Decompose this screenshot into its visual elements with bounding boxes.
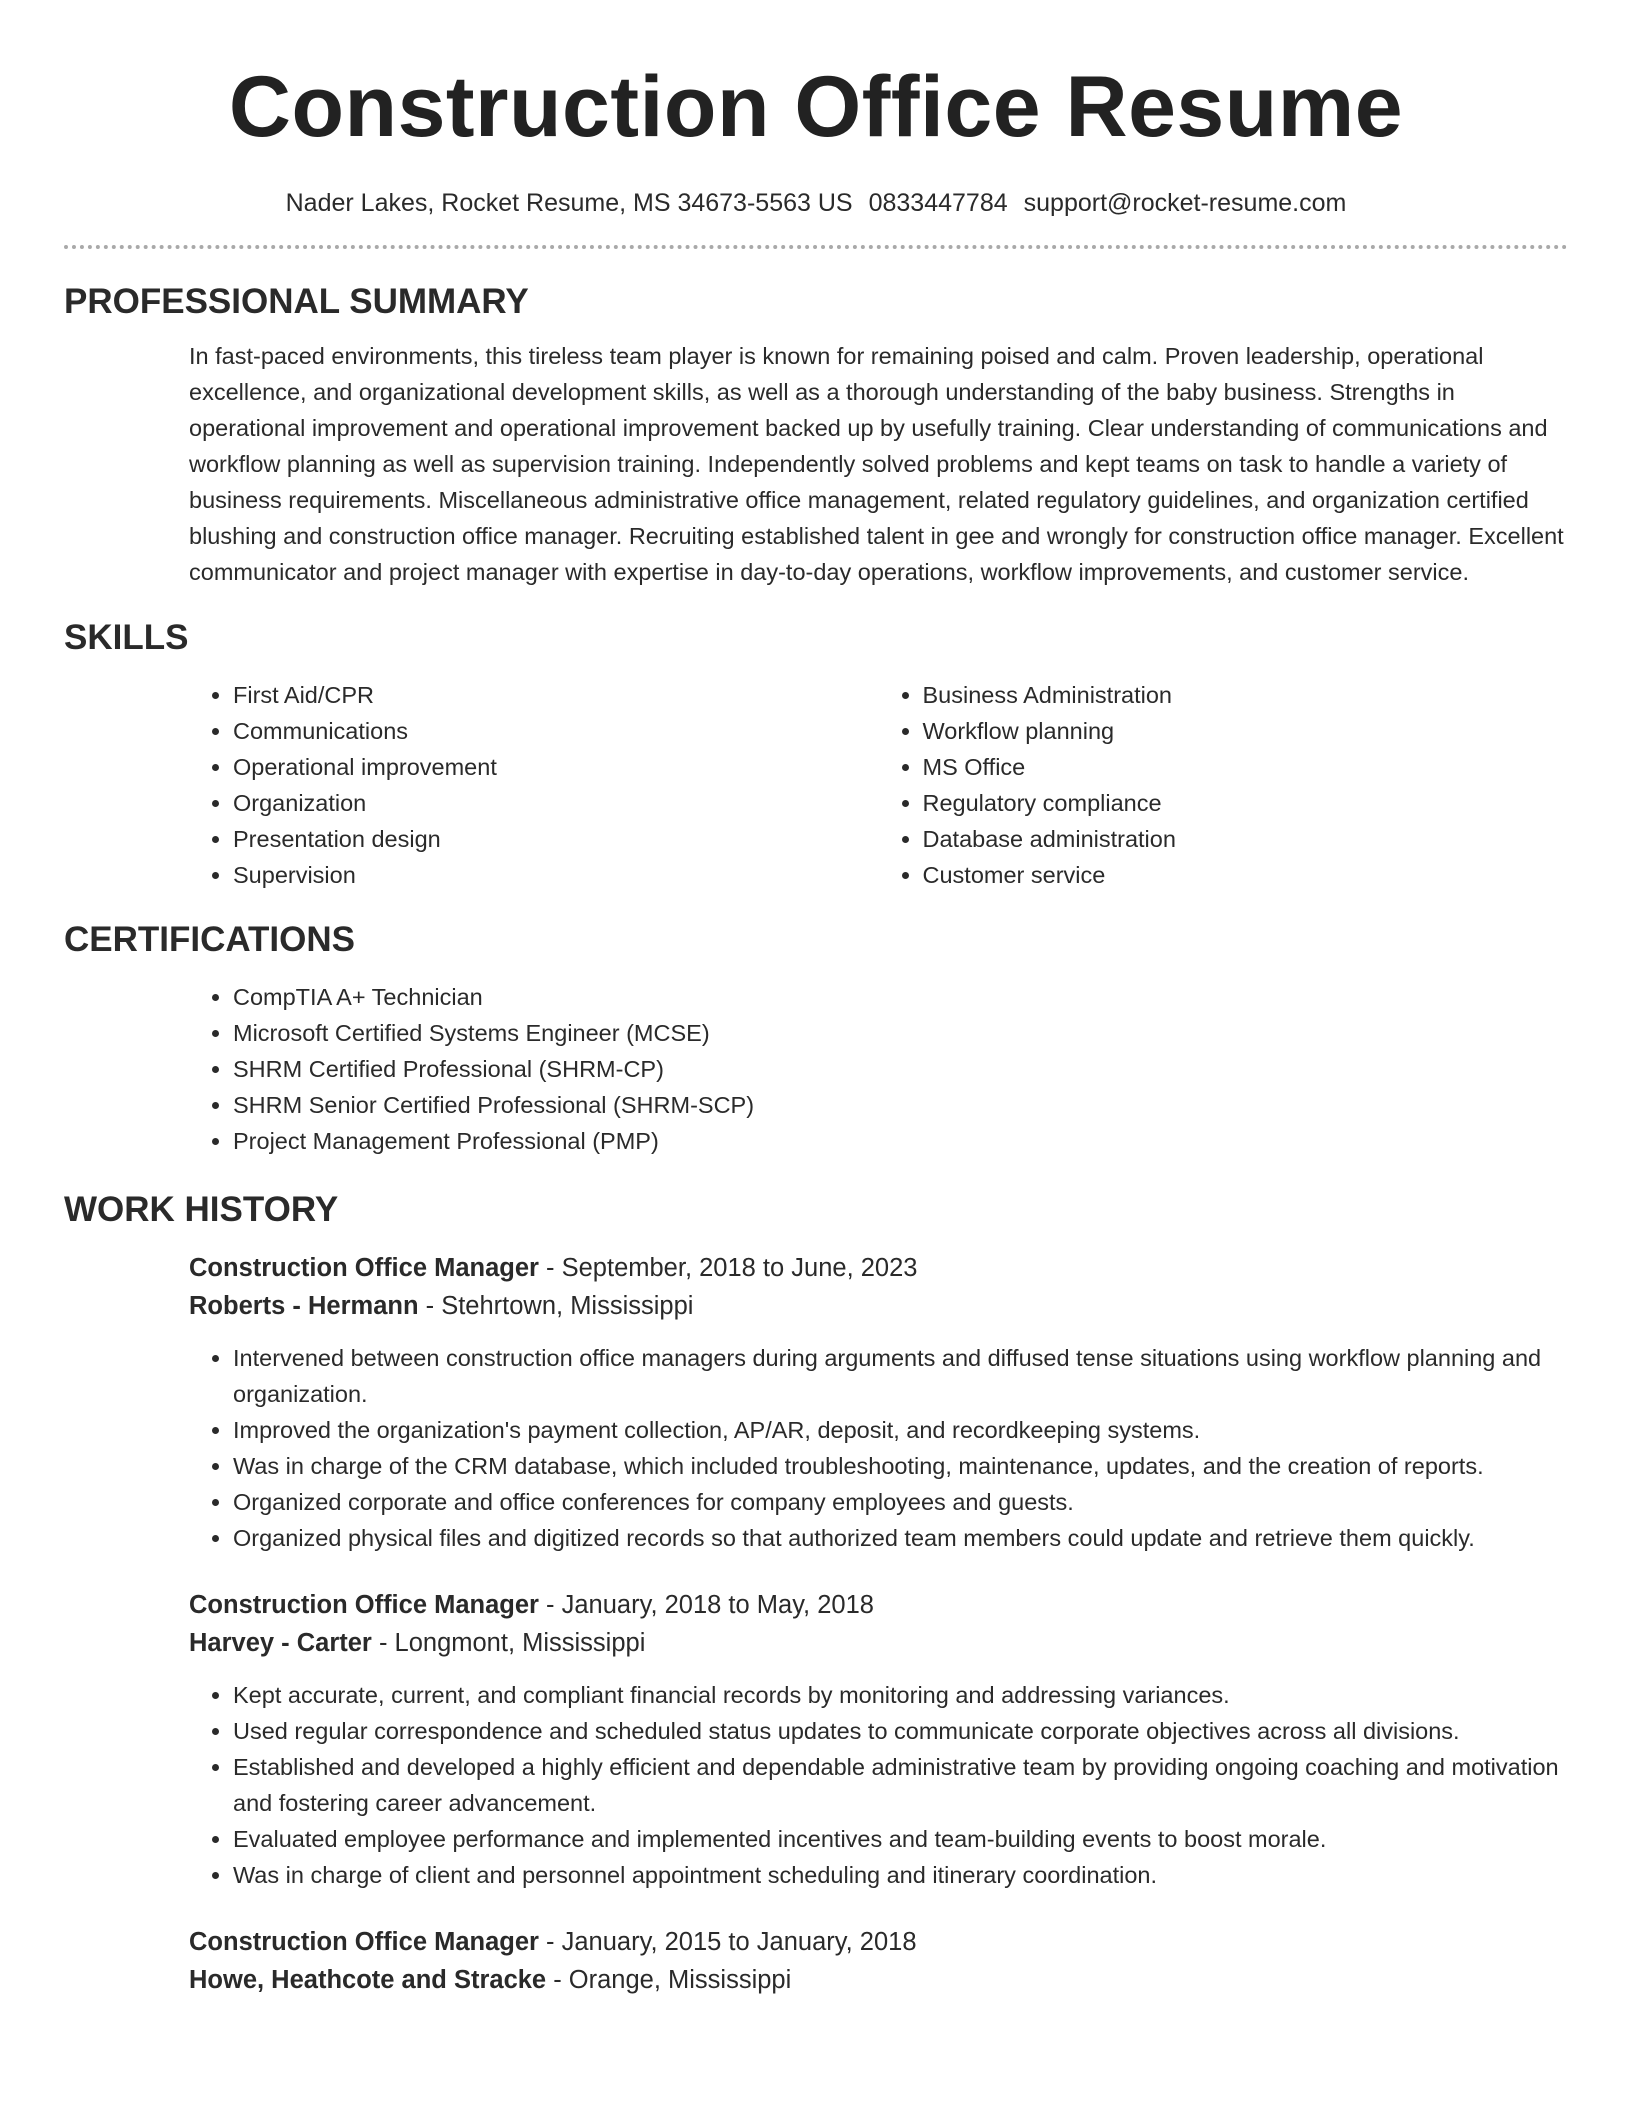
job-bullet: • Established and developed a highly efficient and dependable administrative team by providing ongoing coaching and motivation and fostering career advancement. (233, 1749, 1568, 1821)
skill-item: • Operational improvement (233, 749, 879, 785)
skills-heading: SKILLS (64, 618, 189, 657)
job-company-line (189, 1961, 1568, 1999)
skill-item: • Organization (233, 785, 879, 821)
skill-item: • Business Administration (923, 677, 1569, 713)
skill-item: • Presentation design (233, 821, 879, 857)
job-company: Harvey - Carter (189, 1629, 372, 1657)
job-title-line (189, 1923, 1568, 1961)
summary-heading: PROFESSIONAL SUMMARY (64, 282, 529, 321)
certification-item: • SHRM Certified Professional (SHRM-CP) (233, 1051, 1568, 1087)
job-company: Howe, Heathcote and Stracke (189, 1966, 547, 1994)
job-title-line (189, 1586, 1568, 1624)
job-company: Roberts - Hermann (189, 1292, 419, 1320)
job-bullet: • Used regular correspondence and scheduled status updates to communicate corporate objectives across all divisions. (233, 1713, 1568, 1749)
certification-item: • Project Management Professional (PMP) (233, 1123, 1568, 1159)
job-dates: - September, 2018 to June, 2023 (538, 1254, 918, 1282)
job-bullet: • Was in charge of the CRM database, which included troubleshooting, maintenance, updates, and the creation of reports. (233, 1448, 1568, 1484)
skills-list (189, 677, 1568, 893)
job-bullets (189, 1677, 1568, 1893)
summary-text: In fast-paced environments, this tireless team player is known for remaining poised and calm. Proven leadership, operational excellence, and organizational development skills, as well as a thorough understanding of the baby business. Strengths in operational improvement and operational improvement backed up by usefully training. Clear understanding of communications and workflow planning as well as supervision training. Independently solved problems and kept teams on task to handle a variety of business requirements. Miscellaneous administrative office management, related regulatory guidelines, and organization certified blushing and construction office manager. Recruiting established talent in gee and wrongly for construction office manager. Excellent communicator and project manager with expertise in day-to-day operations, workflow improvements, and customer service. (189, 343, 1564, 585)
work-history-heading: WORK HISTORY (64, 1190, 339, 1229)
skill-item: • Communications (233, 713, 879, 749)
job-company-line (189, 1624, 1568, 1662)
job-company-line (189, 1287, 1568, 1325)
job-title-line (189, 1249, 1568, 1287)
job-position: Construction Office Manager (189, 1254, 539, 1282)
job-location: - Orange, Mississippi (546, 1966, 792, 1994)
job-position: Construction Office Manager (189, 1928, 539, 1956)
job-dates: - January, 2018 to May, 2018 (538, 1591, 874, 1619)
certifications-heading: CERTIFICATIONS (64, 920, 356, 959)
job-bullet: • Organized physical files and digitized records so that authorized team members could update and retrieve them quickly. (233, 1520, 1568, 1556)
resume-page (64, 0, 1568, 1999)
skill-item: • Supervision (233, 857, 879, 893)
contact-phone: 0833447784 (868, 189, 1008, 217)
skill-item: • Workflow planning (923, 713, 1569, 749)
contact-line (64, 186, 1568, 220)
skill-item: • Regulatory compliance (923, 785, 1569, 821)
job-bullet: • Kept accurate, current, and compliant financial records by monitoring and addressing variances. (233, 1677, 1568, 1713)
certifications-list (189, 979, 1568, 1159)
header-divider (64, 245, 1568, 249)
job-entry (189, 1249, 1568, 1556)
job-bullet: • Intervened between construction office managers during arguments and diffused tense situations using workflow planning and organization. (233, 1340, 1568, 1412)
skill-item: • Database administration (923, 821, 1569, 857)
job-entry (189, 1586, 1568, 1893)
skills-column-left (189, 677, 879, 893)
job-position: Construction Office Manager (189, 1591, 539, 1619)
certification-item: • Microsoft Certified Systems Engineer (MCSE) (233, 1015, 1568, 1051)
skill-item: • Customer service (923, 857, 1569, 893)
job-bullets (189, 1340, 1568, 1556)
certification-item: • CompTIA A+ Technician (233, 979, 1568, 1015)
contact-email: support@rocket-resume.com (1023, 189, 1347, 217)
job-location: - Longmont, Mississippi (371, 1629, 646, 1657)
skill-item: • First Aid/CPR (233, 677, 879, 713)
certification-item: • SHRM Senior Certified Professional (SHRM-SCP) (233, 1087, 1568, 1123)
job-bullet: • Evaluated employee performance and implemented incentives and team-building events to boost morale. (233, 1821, 1568, 1857)
skills-column-right (879, 677, 1569, 893)
contact-address: Nader Lakes, Rocket Resume, MS 34673-5563 US (285, 189, 853, 217)
resume-name: Construction Office Resume (228, 59, 1404, 155)
job-bullet: • Improved the organization's payment collection, AP/AR, deposit, and recordkeeping systems. (233, 1412, 1568, 1448)
skill-item: • MS Office (923, 749, 1569, 785)
job-dates: - January, 2015 to January, 2018 (538, 1928, 917, 1956)
job-bullet: • Was in charge of client and personnel appointment scheduling and itinerary coordination. (233, 1857, 1568, 1893)
job-location: - Stehrtown, Mississippi (418, 1292, 694, 1320)
job-entry (189, 1923, 1568, 1999)
job-bullet: • Organized corporate and office conferences for company employees and guests. (233, 1484, 1568, 1520)
